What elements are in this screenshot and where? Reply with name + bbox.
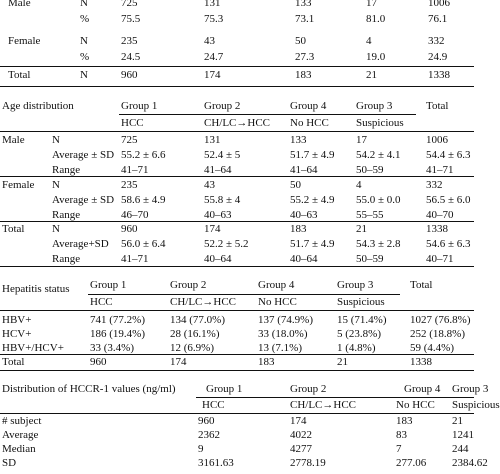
table-rule [0, 66, 474, 67]
group-header: Total [426, 100, 449, 112]
table-cell: 2362 [198, 429, 220, 441]
table-cell: 40–63 [290, 209, 318, 221]
row-label: Average [2, 429, 39, 441]
table-cell: 1338 [426, 223, 448, 235]
table-cell: 4022 [290, 429, 312, 441]
group-subheader: HCC [90, 296, 113, 308]
table-cell: 55.8 ± 4 [204, 194, 241, 206]
table-cell: 40–71 [426, 253, 454, 265]
group-subheader: CH/LC→HCC [170, 296, 237, 308]
table-cell: 235 [121, 179, 138, 191]
group-header: Group 1 [206, 383, 243, 395]
table-cell: 41–71 [426, 164, 454, 176]
table-title: Distribution of HCCR-1 values (ng/ml) [2, 383, 176, 395]
table-cell: 174 [170, 356, 187, 368]
table-cell: 75.5 [121, 13, 141, 25]
stat-label: Range [52, 253, 81, 265]
group-header: Total [410, 279, 433, 291]
table-cell: 54.6 ± 6.3 [426, 238, 471, 250]
group-header: Group 1 [121, 100, 158, 112]
group-subheader: HCC [202, 399, 225, 411]
group-subheader: Suspicious [356, 117, 404, 129]
table-cell: N [80, 0, 88, 9]
row-label: Total [8, 69, 31, 81]
table-rule [119, 114, 416, 115]
row-label: Total [2, 356, 25, 368]
table-rule [0, 370, 474, 371]
stat-label: Average+SD [52, 238, 109, 250]
table-cell: 960 [90, 356, 107, 368]
row-label: Male [8, 0, 31, 9]
table-cell: 46–70 [121, 209, 149, 221]
table-cell: 43 [204, 179, 215, 191]
table-cell: % [80, 51, 90, 63]
table-cell: 50–59 [356, 253, 384, 265]
group-subheader: No HCC [290, 117, 329, 129]
table-cell: 960 [121, 69, 138, 81]
group-header: Group 2 [170, 279, 207, 291]
table-cell: 50 [290, 179, 301, 191]
table-cell: 40–70 [426, 209, 454, 221]
table-cell: 5 (23.8%) [337, 328, 381, 340]
stat-label: Range [52, 209, 81, 221]
group-header: Group 1 [90, 279, 127, 291]
group-subheader: HCC [121, 117, 144, 129]
table-cell: 252 (18.8%) [410, 328, 465, 340]
table-cell: 131 [204, 134, 221, 146]
table-cell: 1338 [410, 356, 432, 368]
table-cell: 40–64 [290, 253, 318, 265]
table-cell: 133 [295, 0, 312, 9]
table-cell: 27.3 [295, 51, 315, 63]
table-cell: 56.0 ± 6.4 [121, 238, 166, 250]
table-cell: 41–71 [121, 164, 149, 176]
table-rule [0, 221, 474, 222]
group-subheader: CH/LC→HCC [290, 399, 357, 411]
group-subheader: CH/LC→HCC [204, 117, 271, 129]
table-cell: 73.1 [295, 13, 315, 25]
table-rule [0, 266, 474, 267]
row-label: Total [2, 223, 25, 235]
table-cell: 33 (18.0%) [258, 328, 308, 340]
table-cell: 133 [290, 134, 307, 146]
table-cell: 51.7 ± 4.9 [290, 149, 335, 161]
table-cell: 21 [452, 415, 463, 427]
table-cell: 19.0 [366, 51, 386, 63]
table-cell: 960 [121, 223, 138, 235]
table-cell: 50–59 [356, 164, 384, 176]
table-cell: 41–64 [290, 164, 318, 176]
group-header: Group 3 [337, 279, 374, 291]
table-cell: 55–55 [356, 209, 384, 221]
table-cell: 75.3 [204, 13, 224, 25]
table-cell: 17 [356, 134, 367, 146]
table-cell: 174 [204, 69, 221, 81]
group-subheader: Suspicious [337, 296, 385, 308]
table-cell: 183 [290, 223, 307, 235]
table-cell: 332 [428, 35, 445, 47]
table-rule [0, 413, 474, 414]
table-cell: 76.1 [428, 13, 448, 25]
row-label: Median [2, 443, 36, 455]
table-rule [0, 310, 474, 311]
table-cell: 332 [426, 179, 443, 191]
row-label: Female [2, 179, 35, 191]
stat-label: Average ± SD [52, 194, 115, 206]
table-cell: 186 (19.4%) [90, 328, 145, 340]
table-cell: 24.5 [121, 51, 141, 63]
group-header: Group 3 [356, 100, 393, 112]
table-cell: 28 (16.1%) [170, 328, 220, 340]
table-cell: 56.5 ± 6.0 [426, 194, 471, 206]
table-cell: 54.3 ± 2.8 [356, 238, 401, 250]
table-cell: 52.2 ± 5.2 [204, 238, 249, 250]
group-subheader: No HCC [396, 399, 435, 411]
table-cell: 2778.19 [290, 457, 326, 469]
row-label: SD [2, 457, 17, 469]
table-cell: 183 [295, 69, 312, 81]
stat-label: N [52, 179, 60, 191]
table-cell: 55.2 ± 6.6 [121, 149, 166, 161]
table-cell: 40–63 [204, 209, 232, 221]
table-cell: 15 (71.4%) [337, 314, 387, 326]
table-cell: 244 [452, 443, 469, 455]
table-cell: N [80, 69, 88, 81]
table-cell: 277.06 [396, 457, 427, 469]
stat-label: Average ± SD [52, 149, 115, 161]
stat-label: N [52, 223, 60, 235]
table-cell: % [80, 13, 90, 25]
table-cell: 3161.63 [198, 457, 234, 469]
table-cell: 41–64 [204, 164, 232, 176]
row-label: HBV+ [2, 314, 32, 326]
table-cell: 81.0 [366, 13, 386, 25]
table-cell: 1006 [428, 0, 450, 9]
table-cell: 54.4 ± 6.3 [426, 149, 471, 161]
group-header: Group 3 [452, 383, 489, 395]
table-cell: 183 [258, 356, 275, 368]
table-cell: 1027 (76.8%) [410, 314, 471, 326]
table-cell: 960 [198, 415, 215, 427]
table-cell: 174 [290, 415, 307, 427]
table-rule [0, 176, 474, 177]
stat-label: Range [52, 164, 81, 176]
table-cell: 21 [356, 223, 367, 235]
table-cell: 50 [295, 35, 306, 47]
table-cell: 59 (4.4%) [410, 342, 454, 354]
table-rule [0, 354, 474, 355]
table-cell: 1006 [426, 134, 448, 146]
group-header: Group 4 [258, 279, 295, 291]
table-cell: 1241 [452, 429, 474, 441]
table-cell: 235 [121, 35, 138, 47]
table-cell: 58.6 ± 4.9 [121, 194, 166, 206]
table-rule [196, 397, 474, 398]
table-rule [88, 294, 400, 295]
row-label: HCV+ [2, 328, 32, 340]
table-cell: 9 [198, 443, 204, 455]
group-header: Group 4 [404, 383, 441, 395]
table-cell: 134 (77.0%) [170, 314, 225, 326]
table-cell: N [80, 35, 88, 47]
table-cell: 43 [204, 35, 215, 47]
table-cell: 54.2 ± 4.1 [356, 149, 401, 161]
table-cell: 33 (3.4%) [90, 342, 134, 354]
table-cell: 24.9 [428, 51, 448, 63]
stat-label: N [52, 134, 60, 146]
row-label: Female [8, 35, 41, 47]
table-cell: 2384.62 [452, 457, 488, 469]
table-cell: 174 [204, 223, 221, 235]
table-rule [0, 131, 474, 132]
table-cell: 741 (77.2%) [90, 314, 145, 326]
table-cell: 24.7 [204, 51, 224, 63]
table-cell: 1338 [428, 69, 450, 81]
table-title: Hepatitis status [2, 283, 70, 295]
table-rule [0, 86, 474, 87]
table-cell: 4 [366, 35, 372, 47]
group-subheader: Suspicious [452, 399, 500, 411]
table-cell: 725 [121, 134, 138, 146]
group-subheader: No HCC [258, 296, 297, 308]
group-header: Group 4 [290, 100, 327, 112]
table-cell: 40–64 [204, 253, 232, 265]
table-cell: 21 [337, 356, 348, 368]
group-header: Group 2 [204, 100, 241, 112]
table-cell: 137 (74.9%) [258, 314, 313, 326]
table-cell: 52.4 ± 5 [204, 149, 241, 161]
row-label: # subject [2, 415, 42, 427]
table-cell: 131 [204, 0, 221, 9]
row-label: Male [2, 134, 25, 146]
table-title: Age distribution [2, 100, 74, 112]
table-cell: 55.0 ± 0.0 [356, 194, 401, 206]
table-cell: 41–71 [121, 253, 149, 265]
table-cell: 13 (7.1%) [258, 342, 302, 354]
table-cell: 4277 [290, 443, 312, 455]
table-cell: 55.2 ± 4.9 [290, 194, 335, 206]
table-cell: 83 [396, 429, 407, 441]
table-cell: 4 [356, 179, 362, 191]
group-header: Group 2 [290, 383, 327, 395]
table-cell: 21 [366, 69, 377, 81]
table-cell: 12 (6.9%) [170, 342, 214, 354]
table-cell: 725 [121, 0, 138, 9]
table-cell: 17 [366, 0, 377, 9]
table-cell: 7 [396, 443, 402, 455]
row-label: HBV+/HCV+ [2, 342, 64, 354]
table-cell: 1 (4.8%) [337, 342, 376, 354]
table-cell: 183 [396, 415, 413, 427]
table-cell: 51.7 ± 4.9 [290, 238, 335, 250]
